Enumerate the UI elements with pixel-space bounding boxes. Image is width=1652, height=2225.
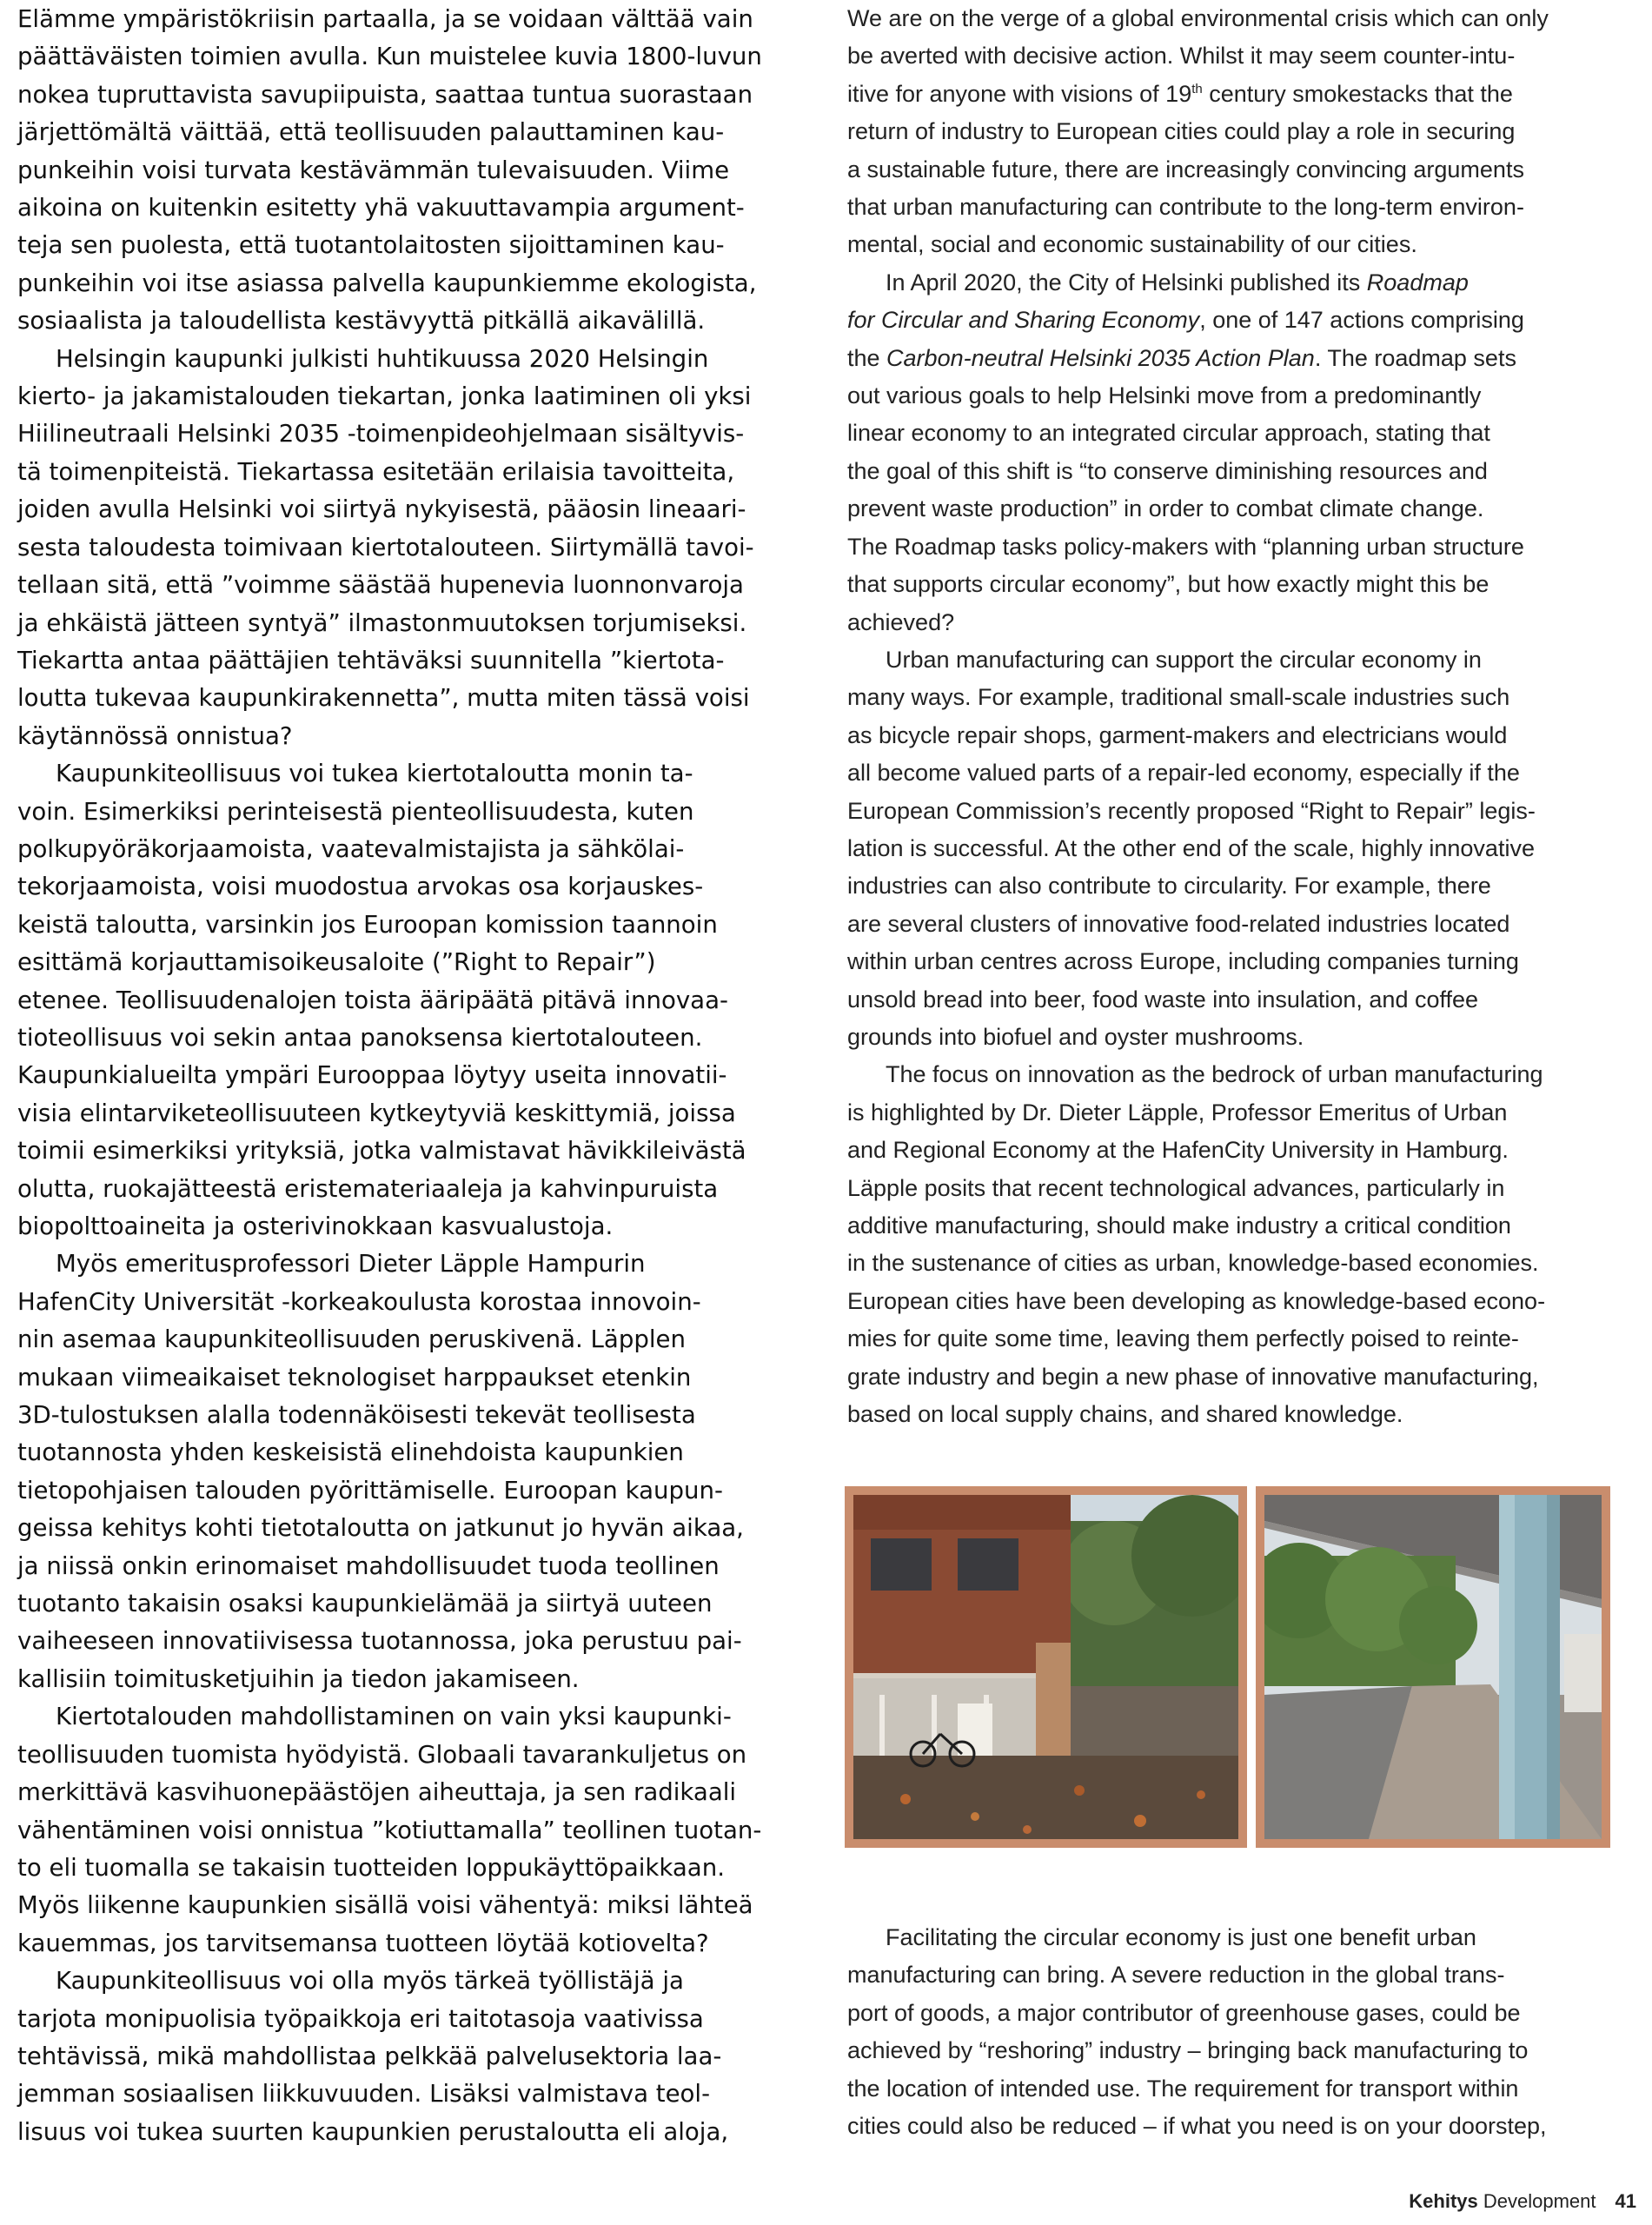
english-column — [847, 0, 1629, 1433]
fi-line: tuotanto takaisin osaksi kaupunkielämää ja siirtyä uuteen — [17, 1589, 713, 1618]
fi-line: mukaan viimeaikaiset teknologiset harppaukset etenkin — [17, 1362, 692, 1391]
fi-line: 3D-tulostuksen alalla todennäköisesti tekevät teollisesta — [17, 1400, 696, 1430]
fi-line: tuotannosta yhden keskeisistä elinehdoista kaupunkien — [17, 1438, 684, 1467]
fi-line: tehtävissä, mikä mahdollistaa pelkkää palvelusektoria laa- — [17, 2041, 722, 2070]
en-text: the — [847, 344, 887, 371]
en-italic-title: Carbon-neutral Helsinki 2035 Action Plan — [886, 344, 1315, 371]
en-line: and Regional Economy at the HafenCity University in Hamburg. — [847, 1137, 1509, 1164]
fi-line: keistä taloutta, varsinkin jos Euroopan komission taannoin — [17, 909, 718, 939]
en-line: mies for quite some time, leaving them perfectly poised to reinte- — [847, 1325, 1519, 1352]
fi-line: HafenCity Universität -korkeakoulusta korostaa innovoin- — [17, 1286, 701, 1316]
fi-line: ja niissä onkin erinomaiset mahdollisuudet tuoda teollinen — [17, 1551, 720, 1580]
fi-line: teja sen puolesta, että tuotantolaitosten sijoittaminen kau- — [17, 230, 725, 260]
en-line — [847, 76, 1629, 113]
en-line: cities could also be reduced – if what you need is on your doorstep, — [847, 2113, 1547, 2140]
en-line: as bicycle repair shops, garment-makers and electricians would — [847, 721, 1508, 748]
en-line: We are on the verge of a global environmental crisis which can only — [847, 5, 1549, 31]
en-line: European Commission’s recently proposed “Right to Repair” legis- — [847, 797, 1536, 824]
en-text: , one of 147 actions comprising — [1199, 307, 1524, 334]
fi-line: punkeihin voisi turvata kestävämmän tulevaisuuden. Viime — [17, 155, 730, 184]
page-footer — [1409, 2190, 1636, 2213]
finnish-column — [17, 0, 782, 2150]
fi-line: ja ehkäistä jätteen syntyä” ilmastonmuutoksen torjumiseksi. — [17, 608, 747, 637]
en-line: achieved by “reshoring” industry – bringing back manufacturing to — [847, 2037, 1529, 2064]
en-text: In April 2020, the City of Helsinki published its — [886, 269, 1367, 296]
en-line: the location of intended use. The requirement for transport within — [847, 2075, 1519, 2102]
en-line: industries can also contribute to circularity. For example, there — [847, 873, 1491, 900]
en-line — [847, 302, 1629, 339]
fi-line: polkupyöräkorjaamoista, vaatevalmistajista ja sähkölai- — [17, 834, 685, 863]
en-line: in the sustenance of cities as urban, knowledge-based economies. — [847, 1250, 1539, 1277]
en-line: Läpple posits that recent technological advances, particularly in — [847, 1174, 1505, 1201]
en-italic-title: for Circular and Sharing Economy — [847, 307, 1200, 334]
fi-line: sosiaalista ja taloudellista kestävyyttä pitkällä aikavälillä. — [17, 306, 706, 335]
fi-line: tarjota monipuolisia työpaikkoja eri taitotasoja vaativissa — [17, 2003, 704, 2033]
fi-line: sesta taloudesta toimivaan kiertotalouteen. Siirtymällä tavoi- — [17, 532, 754, 561]
fi-line: Helsingin kaupunki julkisti huhtikuussa 2020 Helsingin — [56, 343, 709, 373]
fi-line: aikoina on kuitenkin esitetty yhä vakuuttavampia argument- — [17, 193, 745, 222]
fi-line: toimii esimerkiksi yrityksiä, jotka valmistavat hävikkileivästä — [17, 1136, 746, 1166]
fi-line: punkeihin voi itse asiassa palvella kaupunkiemme ekologista, — [17, 268, 757, 297]
en-line: grate industry and begin a new phase of innovative manufacturing, — [847, 1363, 1539, 1390]
footer-brand: Kehitys — [1409, 2190, 1478, 2212]
fi-line: joiden avulla Helsinki voi siirtyä nykyisestä, pääosin lineaari- — [17, 495, 746, 524]
fi-line: geissa kehitys kohti tietotaloutta on jatkunut jo hyvän aikaa, — [17, 1513, 744, 1543]
fi-line: tekorjaamoista, voisi muodostua arvokas osa korjauskes- — [17, 872, 704, 901]
en-line: manufacturing can bring. A severe reduction in the global trans- — [847, 1962, 1505, 1989]
footer-section: Development — [1477, 2190, 1596, 2212]
en-line: is highlighted by Dr. Dieter Läpple, Professor Emeritus of Urban — [847, 1099, 1508, 1126]
en-line: a sustainable future, there are increasingly convincing arguments — [847, 156, 1524, 183]
en-line: are several clusters of innovative food-related industries located — [847, 910, 1510, 937]
en-line: prevent waste production” in order to combat climate change. — [847, 495, 1484, 522]
fi-line: merkittävä kasvihuonepäästöjen aiheuttaja, ja sen radikaali — [17, 1777, 737, 1807]
en-line: based on local supply chains, and shared knowledge. — [847, 1401, 1403, 1428]
en-line: that urban manufacturing can contribute to the long-term environ- — [847, 194, 1524, 221]
fi-line: Kaupunkialueilta ympäri Eurooppaa löytyy useita innovatii- — [17, 1060, 727, 1090]
fi-line: Myös emeritusprofessori Dieter Läpple Hampurin — [56, 1249, 646, 1279]
fi-line: voin. Esimerkiksi perinteisestä pienteollisuudesta, kuten — [17, 796, 694, 826]
fi-line: jemman sosiaalisen liikkuvuuden. Lisäksi valmistava teol- — [17, 2079, 711, 2109]
en-line: the goal of this shift is “to conserve diminishing resources and — [847, 457, 1488, 484]
fi-line: lisuus voi tukea suurten kaupunkien perustaloutta eli aloja, — [17, 2116, 729, 2146]
fi-line: päättäväisten toimien avulla. Kun muistelee kuvia 1800-luvun — [17, 42, 762, 71]
en-line: port of goods, a major contributor of greenhouse gases, could be — [847, 1999, 1521, 2026]
fi-line: Kaupunkiteollisuus voi tukea kiertotaloutta monin ta- — [56, 759, 693, 788]
en-line: European cities have been developing as knowledge-based econo- — [847, 1287, 1546, 1314]
en-line: additive manufacturing, should make industry a critical condition — [847, 1212, 1511, 1239]
fi-line: kallisiin toimitusketjuihin ja tiedon jakamiseen. — [17, 1664, 580, 1693]
en-line: Facilitating the circular economy is just one benefit urban — [886, 1924, 1476, 1950]
en-text: itive for anyone with visions of 19 — [847, 80, 1192, 107]
en-line: mental, social and economic sustainability of our cities. — [847, 231, 1417, 258]
en-line: The Roadmap tasks policy-makers with “planning urban structure — [847, 533, 1524, 560]
fi-line: olutta, ruokajätteestä eristemateriaaleja ja kahvinpuruista — [17, 1173, 719, 1203]
fi-line: vähentäminen voisi onnistua ”kotiuttamalla” teollinen tuotan- — [17, 1815, 762, 1844]
fi-line: tioteollisuus voi sekin antaa panoksensa kiertotalouteen. — [17, 1022, 703, 1052]
fi-line: biopolttoaineita ja osterivinokkaan kasvualustoja. — [17, 1212, 614, 1240]
page-number: 41 — [1615, 2190, 1636, 2212]
en-superscript: th — [1191, 81, 1203, 96]
fi-line: Kaupunkiteollisuus voi olla myös tärkeä työllistäjä ja — [56, 1966, 684, 1996]
fi-line: tä toimenpiteistä. Tiekartassa esitetään erilaisia tavoitteita, — [17, 456, 735, 486]
fi-line: teollisuuden tuomista hyödyistä. Globaali tavarankuljetus on — [17, 1739, 747, 1769]
photo-brick-passage-image — [853, 1495, 1238, 1839]
fi-line: loutta tukevaa kaupunkirakennetta”, mutta miten tässä voisi — [17, 683, 750, 713]
en-line: out various goals to help Helsinki move from a predominantly — [847, 382, 1482, 409]
fi-line: kauemmas, jos tarvitsemansa tuotteen löytää kotiovelta? — [17, 1928, 709, 1957]
fi-line: etenee. Teollisuudenalojen toista ääripäätä pitävä innovaa- — [17, 985, 728, 1014]
en-line: achieved? — [847, 608, 955, 635]
fi-line: nin asemaa kaupunkiteollisuuden peruskivenä. Läpplen — [17, 1325, 687, 1354]
fi-line: to eli tuomalla se takaisin tuotteiden loppukäyttöpaikkaan. — [17, 1852, 725, 1882]
fi-line: visia elintarviketeollisuuteen kytkeytyviä keskittymiä, joissa — [17, 1098, 736, 1127]
photo-brick-passage — [845, 1486, 1247, 1848]
fi-line: tietopohjaisen talouden pyörittämiselle. Euroopan kaupun- — [17, 1475, 723, 1504]
en-line: that supports circular economy”, but how exactly might this be — [847, 571, 1489, 598]
en-line: unsold bread into beer, food waste into insulation, and coffee — [847, 986, 1479, 1013]
en-line: all become valued parts of a repair-led economy, especially if the — [847, 760, 1520, 787]
en-line — [847, 264, 1629, 302]
en-line: grounds into biofuel and oyster mushrooms. — [847, 1023, 1304, 1050]
photo-covered-walkway-image — [1264, 1495, 1602, 1839]
en-line: lation is successful. At the other end of the scale, highly innovative — [847, 834, 1535, 861]
en-italic-title: Roadmap — [1366, 269, 1469, 296]
english-column-continued — [847, 1919, 1629, 2145]
fi-line: kierto- ja jakamistalouden tiekartan, jonka laatiminen oli yksi — [17, 382, 752, 411]
en-line: return of industry to European cities could play a role in securing — [847, 118, 1516, 145]
fi-line: järjettömältä väittää, että teollisuuden palauttaminen kau- — [17, 117, 725, 147]
en-line — [847, 340, 1629, 377]
fi-line: Hiilineutraali Helsinki 2035 -toimenpideohjelmaan sisältyvis- — [17, 419, 745, 448]
fi-line: nokea tupruttavista savupiipuista, saattaa tuntua suorastaan — [17, 79, 753, 109]
fi-line: Myös liikenne kaupunkien sisällä voisi vähentyä: miksi lähteä — [17, 1890, 753, 1920]
en-text: . The roadmap sets — [1314, 344, 1516, 371]
en-line: be averted with decisive action. Whilst it may seem counter-intu- — [847, 43, 1516, 70]
photo-covered-walkway — [1256, 1486, 1610, 1848]
en-line: linear economy to an integrated circular approach, stating that — [847, 420, 1490, 447]
fi-line: esittämä korjauttamisoikeusaloite (”Right to Repair”) — [17, 947, 656, 977]
en-line: many ways. For example, traditional small-scale industries such — [847, 684, 1510, 711]
fi-line: Tiekartta antaa päättäjien tehtäväksi suunnitella ”kiertota- — [17, 645, 725, 674]
fi-line: tellaan sitä, että ”voimme säästää hupenevia luonnonvaroja — [17, 570, 744, 600]
fi-line: vaiheeseen innovatiivisessa tuotannossa, joka perustuu pai- — [17, 1626, 742, 1656]
fi-line: käytännössä onnistua? — [17, 721, 293, 750]
en-text: century smokestacks that the — [1202, 80, 1513, 107]
fi-line: Elämme ympäristökriisin partaalla, ja se voidaan välttää vain — [17, 4, 753, 33]
en-line: within urban centres across Europe, including companies turning — [847, 948, 1519, 975]
fi-line: Kiertotalouden mahdollistaminen on vain yksi kaupunki- — [56, 1702, 732, 1731]
en-line: The focus on innovation as the bedrock of urban manufacturing — [886, 1061, 1543, 1088]
en-line: Urban manufacturing can support the circular economy in — [886, 646, 1482, 673]
